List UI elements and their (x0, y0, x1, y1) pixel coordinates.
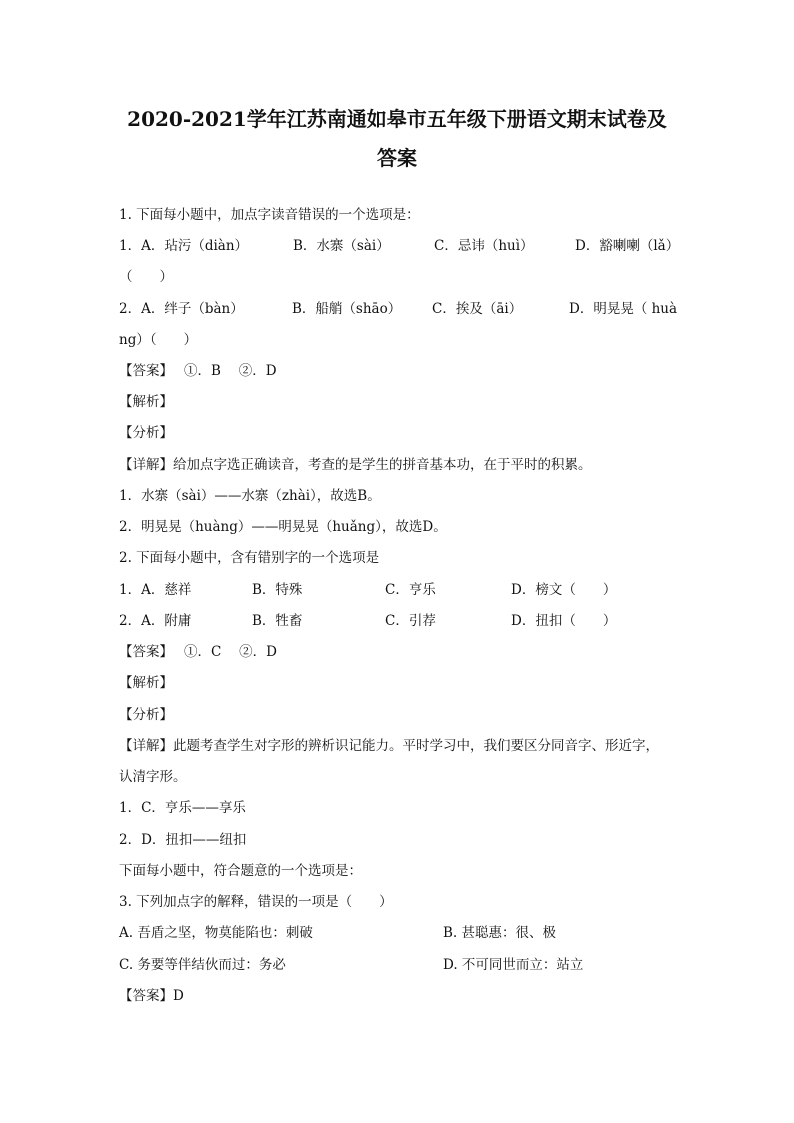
q3-stem: 3. 下列加点字的解释，错误的一项是（ ） (119, 894, 393, 910)
q1-jiexi-label: 【解析】 (119, 394, 173, 410)
q3-option-c: C. 务要等伴结伙而过：务必 (119, 957, 286, 973)
q1-s1-option-b: B．水寨（sài） (293, 238, 390, 254)
q1-s2-option-a: 2．A．绊子（bàn） (119, 301, 244, 317)
q2-s1-option-b: B．特殊 (252, 582, 303, 598)
q1-s1-option-a: 1．A．玷污（diàn） (119, 238, 249, 254)
q1-s1-option-c: C．忌讳（huì） (434, 238, 534, 254)
q2-detail-item-1: 1．C．亨乐——享乐 (119, 800, 246, 816)
q2-detail-line-2: 认清字形。 (119, 769, 187, 785)
q2-s1-option-a: 1．A．慈祥 (119, 582, 192, 598)
q1-detail-item-2: 2．明晃晃（huàng）——明晃晃（huǎng），故选D。 (119, 519, 447, 535)
q1-s2-option-d: D．明晃晃（ huà (569, 301, 678, 317)
q2-detail-line-1: 【详解】此题考查学生对字形的辨析识记能力。平时学习中，我们要区分同音字、形近字， (119, 738, 659, 754)
section-instruction: 下面每小题中，符合题意的一个选项是： (119, 863, 362, 879)
q2-s1-option-d: D．榜文（ ） (511, 582, 617, 598)
q2-s2-option-b: B．牲畜 (252, 613, 303, 629)
q2-answer: 【答案】 ①．C ②．D (119, 644, 277, 660)
q3-option-b: B. 甚聪惠：很、极 (443, 925, 557, 941)
q1-fenxi-label: 【分析】 (119, 425, 173, 441)
q1-detail-item-1: 1．水寨（sài）——水寨（zhài），故选B。 (119, 488, 381, 504)
q2-s2-option-a: 2．A．附庸 (119, 613, 192, 629)
q2-fenxi-label: 【分析】 (119, 707, 173, 723)
q3-option-a: A. 吾盾之坚，物莫能陷也：刺破 (119, 925, 313, 941)
q1-s2-option-b: B．船艄（shāo） (292, 301, 402, 317)
q1-s1-answer-blank: （ ） (119, 269, 173, 285)
document-title-line-2: 答案 (377, 146, 417, 170)
q2-s2-option-c: C．引荐 (385, 613, 436, 629)
q2-s1-option-c: C．亨乐 (385, 582, 436, 598)
q1-s2-option-c: C．挨及（āi） (432, 301, 523, 317)
q1-s1-option-d: D．豁喇喇（lǎ） (575, 238, 680, 254)
q2-detail-item-2: 2．D．扭扣——纽扣 (119, 832, 247, 848)
q3-option-d: D. 不可同世而立：站立 (443, 957, 584, 973)
q2-s2-option-d: D．扭扣（ ） (511, 613, 617, 629)
q1-stem: 1. 下面每小题中，加点字读音错误的一个选项是： (119, 207, 420, 223)
document-title-line-1: 2020-2021学年江苏南通如皋市五年级下册语文期末试卷及 (127, 107, 667, 131)
q1-answer: 【答案】 ①．B ②．D (119, 363, 277, 379)
q3-answer: 【答案】D (119, 988, 184, 1004)
q1-s2-option-d-continued: ng）（ ） (119, 332, 198, 348)
q2-jiexi-label: 【解析】 (119, 675, 173, 691)
q2-stem: 2. 下面每小题中，含有错别字的一个选项是 (119, 550, 380, 566)
q1-detail: 【详解】给加点字选正确读音，考查的是学生的拼音基本功，在于平时的积累。 (119, 457, 592, 473)
